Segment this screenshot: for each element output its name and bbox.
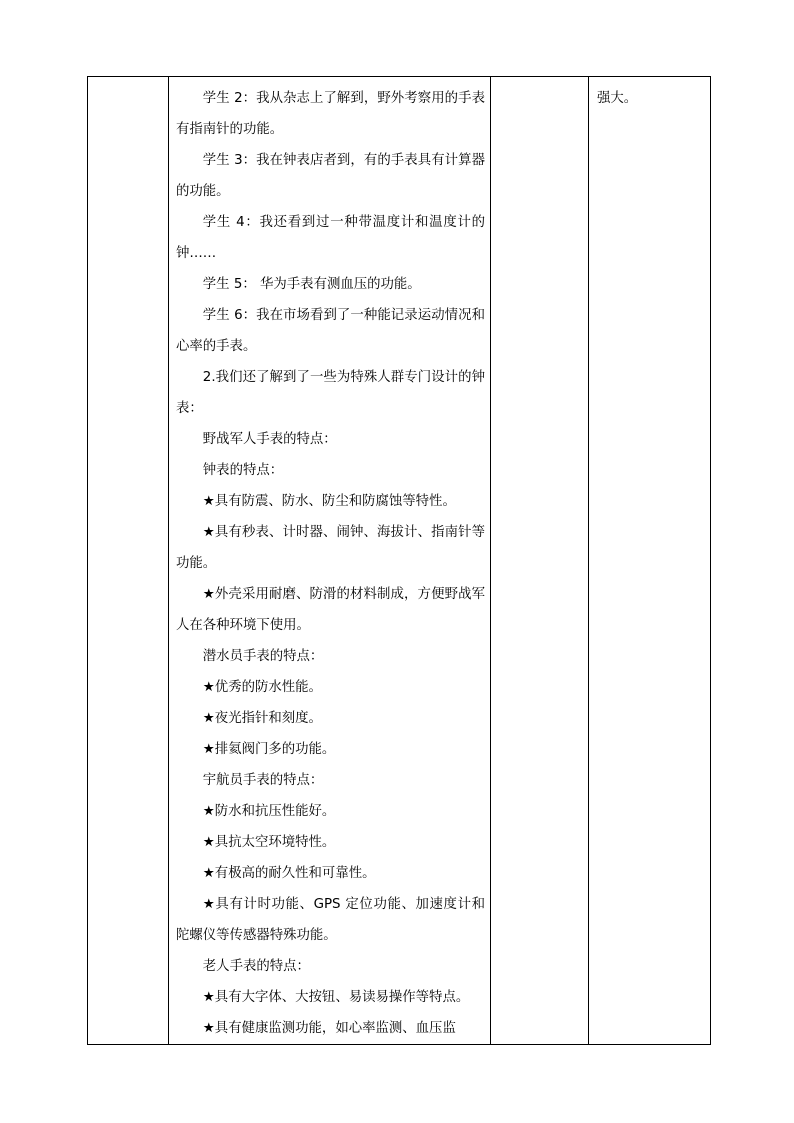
column-4-text: 强大。 <box>597 91 638 106</box>
paragraph: 学生 5： 华为手表有测血压的功能。 <box>202 277 421 292</box>
paragraph: ★防水和抗压性能好。 <box>202 804 336 819</box>
paragraph: ★具抗太空环境特性。 <box>202 835 336 850</box>
table-cell-column-4 <box>589 77 711 1045</box>
paragraph: 学生 6：我在市场看到了一种能记录运动情况和心率的手表。 <box>176 308 485 354</box>
table-row <box>88 77 711 1045</box>
paragraph: 学生 2：我从杂志上了解到，野外考察用的手表有指南针的功能。 <box>176 91 485 137</box>
paragraph: 老人手表的特点： <box>202 959 310 974</box>
paragraph: 学生 3：我在钟表店者到，有的手表具有计算器的功能。 <box>176 153 485 199</box>
paragraph: 学生 4：我还看到过一种带温度计和温度计的钟…… <box>176 215 485 261</box>
table-cell-column-3 <box>491 77 589 1045</box>
content-text-block <box>169 77 490 1044</box>
paragraph: ★具有健康监测功能，如心率监测、血压监 <box>202 1021 456 1036</box>
lesson-table <box>87 76 711 1045</box>
paragraph: 宇航员手表的特点： <box>202 773 324 788</box>
paragraph: ★优秀的防水性能。 <box>202 680 322 695</box>
paragraph: ★排氦阀门多的功能。 <box>202 742 336 757</box>
table-cell-column-1 <box>88 77 169 1045</box>
paragraph: ★有极高的耐久性和可靠性。 <box>202 866 376 881</box>
paragraph: ★具有大字体、大按钮、易读易操作等特点。 <box>202 990 470 1005</box>
paragraph: ★具有防震、防水、防尘和防腐蚀等特性。 <box>202 494 456 509</box>
paragraph: 钟表的特点： <box>202 463 284 478</box>
paragraph: ★具有秒表、计时器、闹钟、海拔计、指南针等功能。 <box>176 525 485 571</box>
paragraph: 野战军人手表的特点： <box>202 432 337 447</box>
paragraph: 潜水员手表的特点： <box>202 649 324 664</box>
paragraph: 2.我们还了解到了一些为特殊人群专门设计的钟表： <box>176 370 485 416</box>
table-cell-content <box>169 77 491 1045</box>
paragraph: ★具有计时功能、GPS 定位功能、加速度计和陀螺仪等传感器特殊功能。 <box>176 897 485 943</box>
paragraph: ★外壳采用耐磨、防滑的材料制成，方便野战军人在各种环境下使用。 <box>176 587 485 633</box>
paragraph: ★夜光指针和刻度。 <box>202 711 322 726</box>
